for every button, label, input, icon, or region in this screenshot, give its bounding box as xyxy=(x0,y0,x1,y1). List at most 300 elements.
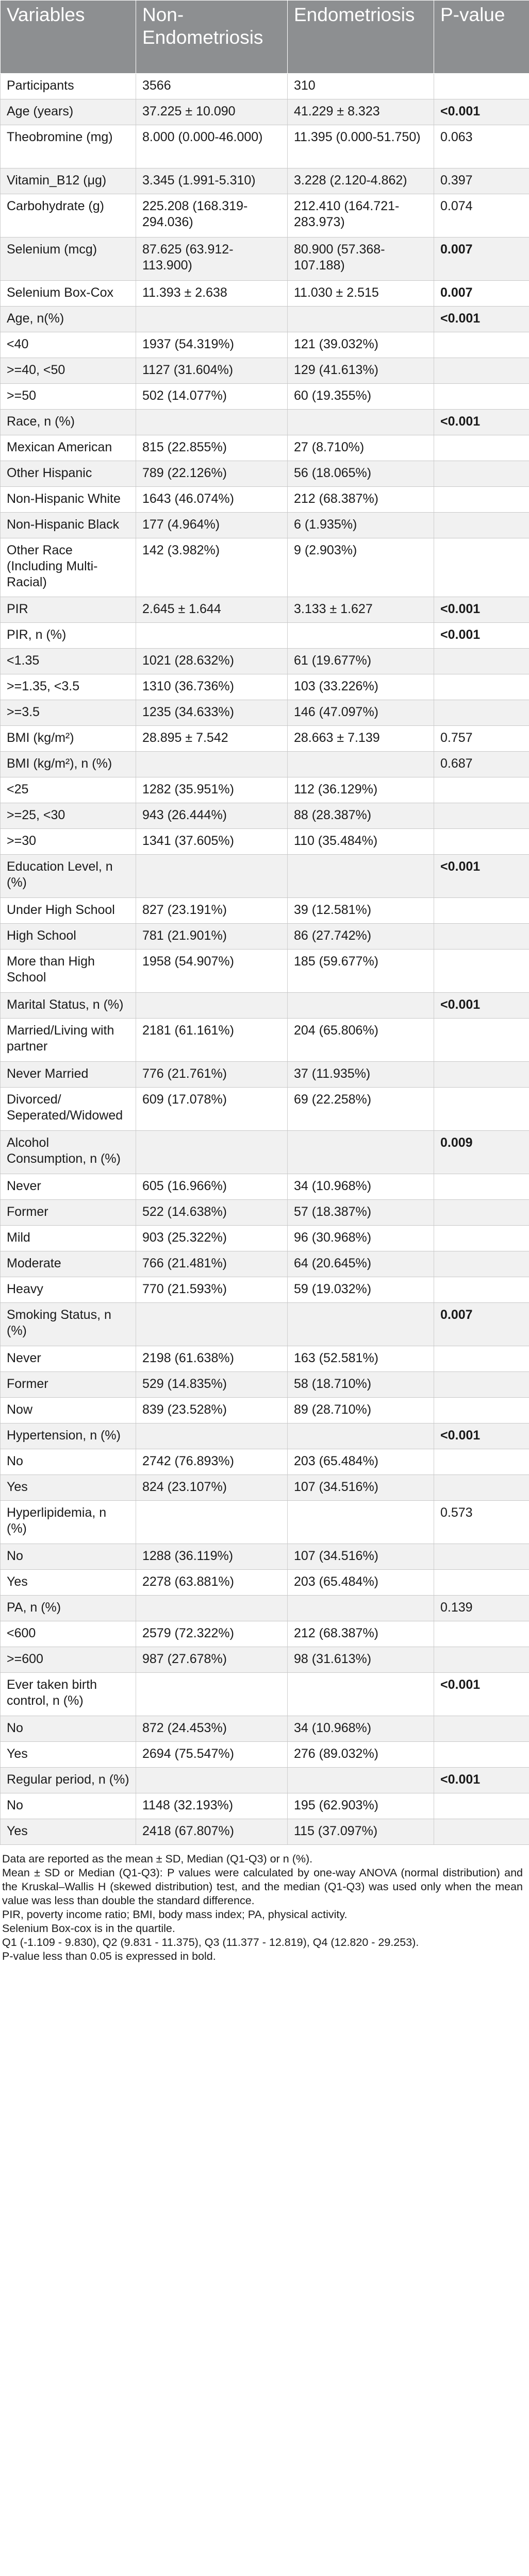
endometriosis-cell: 146 (47.097%) xyxy=(288,700,434,726)
p-value-cell: 0.757 xyxy=(434,726,529,752)
non-endometriosis-cell xyxy=(136,1673,288,1716)
variable-cell: Age (years) xyxy=(1,99,136,125)
variable-cell: PIR xyxy=(1,597,136,623)
header-variables: Variables xyxy=(1,1,136,74)
endometriosis-cell: 107 (34.516%) xyxy=(288,1544,434,1570)
non-endometriosis-cell: 815 (22.855%) xyxy=(136,435,288,461)
variable-cell: BMI (kg/m²) xyxy=(1,726,136,752)
variable-cell: Heavy xyxy=(1,1277,136,1303)
table-row xyxy=(1,1200,529,1226)
variable-cell: Regular period, n (%) xyxy=(1,1768,136,1793)
endometriosis-cell: 212 (68.387%) xyxy=(288,1621,434,1647)
p-value-cell: 0.573 xyxy=(434,1501,529,1544)
variable-cell: PIR, n (%) xyxy=(1,623,136,649)
p-value-cell xyxy=(434,674,529,700)
table-row xyxy=(1,513,529,538)
p-value-cell: 0.074 xyxy=(434,194,529,238)
p-value-cell xyxy=(434,649,529,674)
p-value-cell xyxy=(434,829,529,855)
endometriosis-cell: 28.663 ± 7.139 xyxy=(288,726,434,752)
endometriosis-cell: 98 (31.613%) xyxy=(288,1647,434,1673)
variable-cell: Mexican American xyxy=(1,435,136,461)
endometriosis-cell: 203 (65.484%) xyxy=(288,1570,434,1596)
table-row xyxy=(1,332,529,358)
endometriosis-cell: 80.900 (57.368-107.188) xyxy=(288,238,434,281)
p-value-cell: <0.001 xyxy=(434,623,529,649)
endometriosis-cell: 204 (65.806%) xyxy=(288,1019,434,1062)
p-value-cell xyxy=(434,1277,529,1303)
p-value-cell: 0.139 xyxy=(434,1596,529,1621)
endometriosis-cell: 61 (19.677%) xyxy=(288,649,434,674)
table-row xyxy=(1,1251,529,1277)
endometriosis-cell xyxy=(288,1303,434,1346)
non-endometriosis-cell: 1288 (36.119%) xyxy=(136,1544,288,1570)
table-row xyxy=(1,752,529,777)
non-endometriosis-cell xyxy=(136,855,288,898)
endometriosis-cell: 107 (34.516%) xyxy=(288,1475,434,1501)
table-row xyxy=(1,726,529,752)
p-value-cell: <0.001 xyxy=(434,99,529,125)
variable-cell: >=30 xyxy=(1,829,136,855)
table-row xyxy=(1,1742,529,1768)
header-row xyxy=(1,1,529,74)
variable-cell: Non-Hispanic White xyxy=(1,487,136,513)
p-value-cell: <0.001 xyxy=(434,597,529,623)
non-endometriosis-cell xyxy=(136,307,288,332)
p-value-cell xyxy=(434,1372,529,1398)
non-endometriosis-cell: 827 (23.191%) xyxy=(136,898,288,924)
p-value-cell xyxy=(434,1475,529,1501)
endometriosis-cell: 185 (59.677%) xyxy=(288,950,434,993)
non-endometriosis-cell: 2418 (67.807%) xyxy=(136,1819,288,1845)
p-value-cell xyxy=(434,1544,529,1570)
table-row xyxy=(1,1449,529,1475)
table-row xyxy=(1,1303,529,1346)
non-endometriosis-cell xyxy=(136,1501,288,1544)
table-header xyxy=(1,1,529,74)
endometriosis-cell: 203 (65.484%) xyxy=(288,1449,434,1475)
p-value-cell xyxy=(434,1449,529,1475)
variable-cell: >=600 xyxy=(1,1647,136,1673)
endometriosis-cell xyxy=(288,1596,434,1621)
p-value-cell xyxy=(434,1019,529,1062)
header-endometriosis: Endometriosis xyxy=(288,1,434,74)
p-value-cell xyxy=(434,1647,529,1673)
variable-cell: >=3.5 xyxy=(1,700,136,726)
non-endometriosis-cell: 766 (21.481%) xyxy=(136,1251,288,1277)
header-p-value: P-value xyxy=(434,1,529,74)
table-row xyxy=(1,1062,529,1088)
table-row xyxy=(1,1819,529,1845)
footnote: Q1 (-1.109 - 9.830), Q2 (9.831 - 11.375), Q3 (11.377 - 12.819), Q4 (12.820 - 29.253). xyxy=(2,1936,419,1948)
table-row xyxy=(1,855,529,898)
variable-cell: <25 xyxy=(1,777,136,803)
footnote: Selenium Box-cox is in the quartile. xyxy=(2,1922,175,1935)
variable-cell: Non-Hispanic Black xyxy=(1,513,136,538)
variable-cell: No xyxy=(1,1449,136,1475)
endometriosis-cell: 310 xyxy=(288,74,434,99)
table-row xyxy=(1,74,529,99)
non-endometriosis-cell: 87.625 (63.912-113.900) xyxy=(136,238,288,281)
non-endometriosis-cell: 776 (21.761%) xyxy=(136,1062,288,1088)
p-value-cell xyxy=(434,1621,529,1647)
table-row xyxy=(1,1088,529,1131)
header-non-endometriosis: Non-Endometriosis xyxy=(136,1,288,74)
table-row xyxy=(1,1596,529,1621)
non-endometriosis-cell: 2.645 ± 1.644 xyxy=(136,597,288,623)
endometriosis-cell: 86 (27.742%) xyxy=(288,924,434,950)
variable-cell: Education Level, n (%) xyxy=(1,855,136,898)
endometriosis-cell: 11.395 (0.000-51.750) xyxy=(288,125,434,168)
variable-cell: <1.35 xyxy=(1,649,136,674)
non-endometriosis-cell xyxy=(136,410,288,435)
p-value-cell xyxy=(434,1062,529,1088)
non-endometriosis-cell: 1148 (32.193%) xyxy=(136,1793,288,1819)
table-row xyxy=(1,803,529,829)
p-value-cell xyxy=(434,1226,529,1251)
non-endometriosis-cell: 770 (21.593%) xyxy=(136,1277,288,1303)
table-row xyxy=(1,1226,529,1251)
footnote: PIR, poverty income ratio; BMI, body mass index; PA, physical activity. xyxy=(2,1908,348,1921)
variable-cell: Moderate xyxy=(1,1251,136,1277)
p-value-cell xyxy=(434,1346,529,1372)
endometriosis-cell: 56 (18.065%) xyxy=(288,461,434,487)
variable-cell: Yes xyxy=(1,1475,136,1501)
variable-cell: More than High School xyxy=(1,950,136,993)
endometriosis-cell xyxy=(288,855,434,898)
table-row xyxy=(1,194,529,238)
p-value-cell: <0.001 xyxy=(434,1768,529,1793)
non-endometriosis-cell: 3566 xyxy=(136,74,288,99)
non-endometriosis-cell: 177 (4.964%) xyxy=(136,513,288,538)
table-row xyxy=(1,1793,529,1819)
non-endometriosis-cell: 28.895 ± 7.542 xyxy=(136,726,288,752)
endometriosis-cell xyxy=(288,1768,434,1793)
p-value-cell: 0.687 xyxy=(434,752,529,777)
p-value-cell xyxy=(434,461,529,487)
non-endometriosis-cell: 11.393 ± 2.638 xyxy=(136,281,288,307)
endometriosis-cell: 57 (18.387%) xyxy=(288,1200,434,1226)
footnote: Mean ± SD or Median (Q1-Q3): P values were calculated by one-way ANOVA (normal distribution) and the Kruskal–Wallis H (skewed distribution) test, and the median (Q1-Q3) was used only when the mean value was less than double the standard difference. xyxy=(2,1867,523,1907)
variable-cell: Smoking Status, n (%) xyxy=(1,1303,136,1346)
variable-cell: Theobromine (mg) xyxy=(1,125,136,168)
non-endometriosis-cell: 943 (26.444%) xyxy=(136,803,288,829)
endometriosis-cell: 3.228 (2.120-4.862) xyxy=(288,168,434,194)
endometriosis-cell: 59 (19.032%) xyxy=(288,1277,434,1303)
table-row xyxy=(1,1131,529,1174)
p-value-cell xyxy=(434,1174,529,1200)
variable-cell: High School xyxy=(1,924,136,950)
table-row xyxy=(1,168,529,194)
variable-cell: Never Married xyxy=(1,1062,136,1088)
endometriosis-cell xyxy=(288,1501,434,1544)
non-endometriosis-cell: 502 (14.077%) xyxy=(136,384,288,410)
p-value-cell xyxy=(434,1200,529,1226)
table-row xyxy=(1,1570,529,1596)
p-value-cell: 0.007 xyxy=(434,238,529,281)
endometriosis-cell: 34 (10.968%) xyxy=(288,1716,434,1742)
variable-cell: No xyxy=(1,1716,136,1742)
p-value-cell: 0.007 xyxy=(434,281,529,307)
endometriosis-cell: 60 (19.355%) xyxy=(288,384,434,410)
endometriosis-cell: 110 (35.484%) xyxy=(288,829,434,855)
p-value-cell xyxy=(434,1819,529,1845)
variable-cell: BMI (kg/m²), n (%) xyxy=(1,752,136,777)
non-endometriosis-cell xyxy=(136,1596,288,1621)
p-value-cell xyxy=(434,777,529,803)
table-body xyxy=(1,74,529,1845)
p-value-cell xyxy=(434,1793,529,1819)
non-endometriosis-cell: 2198 (61.638%) xyxy=(136,1346,288,1372)
table-row xyxy=(1,1372,529,1398)
endometriosis-cell: 64 (20.645%) xyxy=(288,1251,434,1277)
non-endometriosis-cell: 1958 (54.907%) xyxy=(136,950,288,993)
table-row xyxy=(1,1475,529,1501)
variable-cell: Hyperlipidemia, n (%) xyxy=(1,1501,136,1544)
table-row xyxy=(1,307,529,332)
non-endometriosis-cell: 225.208 (168.319-294.036) xyxy=(136,194,288,238)
non-endometriosis-cell: 987 (27.678%) xyxy=(136,1647,288,1673)
p-value-cell: <0.001 xyxy=(434,1423,529,1449)
endometriosis-cell: 89 (28.710%) xyxy=(288,1398,434,1423)
p-value-cell xyxy=(434,1570,529,1596)
non-endometriosis-cell: 824 (23.107%) xyxy=(136,1475,288,1501)
p-value-cell xyxy=(434,332,529,358)
variable-cell: Under High School xyxy=(1,898,136,924)
table-row xyxy=(1,384,529,410)
non-endometriosis-cell: 142 (3.982%) xyxy=(136,538,288,597)
non-endometriosis-cell xyxy=(136,1423,288,1449)
table-row xyxy=(1,1621,529,1647)
variable-cell: Divorced/ Seperated/Widowed xyxy=(1,1088,136,1131)
non-endometriosis-cell xyxy=(136,623,288,649)
non-endometriosis-cell: 1235 (34.633%) xyxy=(136,700,288,726)
table-footnotes xyxy=(0,1845,529,1963)
table-row xyxy=(1,238,529,281)
table-row xyxy=(1,924,529,950)
p-value-cell xyxy=(434,358,529,384)
endometriosis-cell xyxy=(288,993,434,1019)
p-value-cell xyxy=(434,1251,529,1277)
variable-cell: Yes xyxy=(1,1570,136,1596)
endometriosis-cell: 27 (8.710%) xyxy=(288,435,434,461)
variable-cell: PA, n (%) xyxy=(1,1596,136,1621)
endometriosis-cell: 163 (52.581%) xyxy=(288,1346,434,1372)
p-value-cell xyxy=(434,1716,529,1742)
variable-cell: <40 xyxy=(1,332,136,358)
p-value-cell xyxy=(434,1088,529,1131)
non-endometriosis-cell: 2181 (61.161%) xyxy=(136,1019,288,1062)
non-endometriosis-cell: 522 (14.638%) xyxy=(136,1200,288,1226)
p-value-cell xyxy=(434,803,529,829)
endometriosis-cell: 195 (62.903%) xyxy=(288,1793,434,1819)
endometriosis-cell: 96 (30.968%) xyxy=(288,1226,434,1251)
endometriosis-cell: 69 (22.258%) xyxy=(288,1088,434,1131)
p-value-cell: 0.007 xyxy=(434,1303,529,1346)
variable-cell: Participants xyxy=(1,74,136,99)
variable-cell: No xyxy=(1,1793,136,1819)
endometriosis-cell: 112 (36.129%) xyxy=(288,777,434,803)
non-endometriosis-cell: 3.345 (1.991-5.310) xyxy=(136,168,288,194)
endometriosis-cell: 37 (11.935%) xyxy=(288,1062,434,1088)
non-endometriosis-cell: 1282 (35.951%) xyxy=(136,777,288,803)
table-row xyxy=(1,435,529,461)
non-endometriosis-cell: 781 (21.901%) xyxy=(136,924,288,950)
endometriosis-cell xyxy=(288,307,434,332)
endometriosis-cell xyxy=(288,1423,434,1449)
variable-cell: Mild xyxy=(1,1226,136,1251)
endometriosis-cell: 276 (89.032%) xyxy=(288,1742,434,1768)
non-endometriosis-cell: 1021 (28.632%) xyxy=(136,649,288,674)
endometriosis-cell: 58 (18.710%) xyxy=(288,1372,434,1398)
non-endometriosis-cell: 8.000 (0.000-46.000) xyxy=(136,125,288,168)
variable-cell: >=1.35, <3.5 xyxy=(1,674,136,700)
footnote: Data are reported as the mean ± SD, Median (Q1-Q3) or n (%). xyxy=(2,1853,313,1865)
table-row xyxy=(1,1501,529,1544)
endometriosis-cell xyxy=(288,752,434,777)
variable-cell: >=40, <50 xyxy=(1,358,136,384)
variable-cell: Yes xyxy=(1,1819,136,1845)
table-row xyxy=(1,1647,529,1673)
variable-cell: Vitamin_B12 (μg) xyxy=(1,168,136,194)
table-row xyxy=(1,99,529,125)
variable-cell: Former xyxy=(1,1200,136,1226)
variable-cell: Alcohol Consumption, n (%) xyxy=(1,1131,136,1174)
p-value-cell xyxy=(434,384,529,410)
variable-cell: Marital Status, n (%) xyxy=(1,993,136,1019)
p-value-cell xyxy=(434,700,529,726)
table-row xyxy=(1,674,529,700)
p-value-cell: <0.001 xyxy=(434,1673,529,1716)
table-row xyxy=(1,461,529,487)
table-row xyxy=(1,1544,529,1570)
p-value-cell xyxy=(434,1742,529,1768)
table-row xyxy=(1,1423,529,1449)
variable-cell: Never xyxy=(1,1174,136,1200)
variable-cell: Age, n(%) xyxy=(1,307,136,332)
non-endometriosis-cell: 789 (22.126%) xyxy=(136,461,288,487)
table-row xyxy=(1,1019,529,1062)
non-endometriosis-cell: 2694 (75.547%) xyxy=(136,1742,288,1768)
non-endometriosis-cell: 605 (16.966%) xyxy=(136,1174,288,1200)
non-endometriosis-cell xyxy=(136,1303,288,1346)
table-row xyxy=(1,487,529,513)
table-row xyxy=(1,1346,529,1372)
table-row xyxy=(1,950,529,993)
endometriosis-cell: 9 (2.903%) xyxy=(288,538,434,597)
table-row xyxy=(1,1398,529,1423)
variable-cell: <600 xyxy=(1,1621,136,1647)
endometriosis-cell xyxy=(288,1673,434,1716)
table-row xyxy=(1,410,529,435)
non-endometriosis-cell: 1643 (46.074%) xyxy=(136,487,288,513)
p-value-cell xyxy=(434,950,529,993)
p-value-cell xyxy=(434,74,529,99)
p-value-cell xyxy=(434,435,529,461)
non-endometriosis-cell: 1341 (37.605%) xyxy=(136,829,288,855)
table-row xyxy=(1,597,529,623)
non-endometriosis-cell: 839 (23.528%) xyxy=(136,1398,288,1423)
variable-cell: No xyxy=(1,1544,136,1570)
p-value-cell xyxy=(434,924,529,950)
variable-cell: Now xyxy=(1,1398,136,1423)
non-endometriosis-cell: 872 (24.453%) xyxy=(136,1716,288,1742)
variable-cell: Selenium (mcg) xyxy=(1,238,136,281)
p-value-cell: <0.001 xyxy=(434,855,529,898)
variable-cell: Yes xyxy=(1,1742,136,1768)
table-row xyxy=(1,358,529,384)
table-row xyxy=(1,700,529,726)
non-endometriosis-cell: 529 (14.835%) xyxy=(136,1372,288,1398)
p-value-cell xyxy=(434,1398,529,1423)
non-endometriosis-cell: 2278 (63.881%) xyxy=(136,1570,288,1596)
non-endometriosis-cell xyxy=(136,993,288,1019)
p-value-cell xyxy=(434,513,529,538)
variable-cell: Former xyxy=(1,1372,136,1398)
table-row xyxy=(1,281,529,307)
table-row xyxy=(1,1277,529,1303)
endometriosis-cell xyxy=(288,410,434,435)
non-endometriosis-cell: 2579 (72.322%) xyxy=(136,1621,288,1647)
variable-cell: Carbohydrate (g) xyxy=(1,194,136,238)
endometriosis-cell: 212.410 (164.721-283.973) xyxy=(288,194,434,238)
p-value-cell xyxy=(434,898,529,924)
table-row xyxy=(1,993,529,1019)
endometriosis-cell: 11.030 ± 2.515 xyxy=(288,281,434,307)
p-value-cell: <0.001 xyxy=(434,307,529,332)
variable-cell: >=25, <30 xyxy=(1,803,136,829)
table-row xyxy=(1,898,529,924)
endometriosis-cell xyxy=(288,1131,434,1174)
p-value-cell: 0.397 xyxy=(434,168,529,194)
endometriosis-cell: 41.229 ± 8.323 xyxy=(288,99,434,125)
endometriosis-cell: 39 (12.581%) xyxy=(288,898,434,924)
variable-cell: Selenium Box-Cox xyxy=(1,281,136,307)
variable-cell: Married/Living with partner xyxy=(1,1019,136,1062)
endometriosis-cell: 129 (41.613%) xyxy=(288,358,434,384)
variable-cell: Other Hispanic xyxy=(1,461,136,487)
non-endometriosis-cell: 609 (17.078%) xyxy=(136,1088,288,1131)
variable-cell: Ever taken birth control, n (%) xyxy=(1,1673,136,1716)
non-endometriosis-cell: 903 (25.322%) xyxy=(136,1226,288,1251)
endometriosis-cell: 34 (10.968%) xyxy=(288,1174,434,1200)
non-endometriosis-cell: 1937 (54.319%) xyxy=(136,332,288,358)
table-row xyxy=(1,1174,529,1200)
non-endometriosis-cell: 1127 (31.604%) xyxy=(136,358,288,384)
non-endometriosis-cell xyxy=(136,1768,288,1793)
table-row xyxy=(1,125,529,168)
table-row xyxy=(1,623,529,649)
endometriosis-cell: 6 (1.935%) xyxy=(288,513,434,538)
endometriosis-cell: 88 (28.387%) xyxy=(288,803,434,829)
variable-cell: Hypertension, n (%) xyxy=(1,1423,136,1449)
p-value-cell: 0.063 xyxy=(434,125,529,168)
non-endometriosis-cell: 1310 (36.736%) xyxy=(136,674,288,700)
variable-cell: Never xyxy=(1,1346,136,1372)
endometriosis-cell: 115 (37.097%) xyxy=(288,1819,434,1845)
p-value-cell: 0.009 xyxy=(434,1131,529,1174)
endometriosis-cell xyxy=(288,623,434,649)
p-value-cell: <0.001 xyxy=(434,993,529,1019)
non-endometriosis-cell: 37.225 ± 10.090 xyxy=(136,99,288,125)
variable-cell: Race, n (%) xyxy=(1,410,136,435)
table-row xyxy=(1,1768,529,1793)
non-endometriosis-cell: 2742 (76.893%) xyxy=(136,1449,288,1475)
endometriosis-cell: 121 (39.032%) xyxy=(288,332,434,358)
p-value-cell xyxy=(434,487,529,513)
non-endometriosis-cell xyxy=(136,1131,288,1174)
p-value-cell xyxy=(434,538,529,597)
